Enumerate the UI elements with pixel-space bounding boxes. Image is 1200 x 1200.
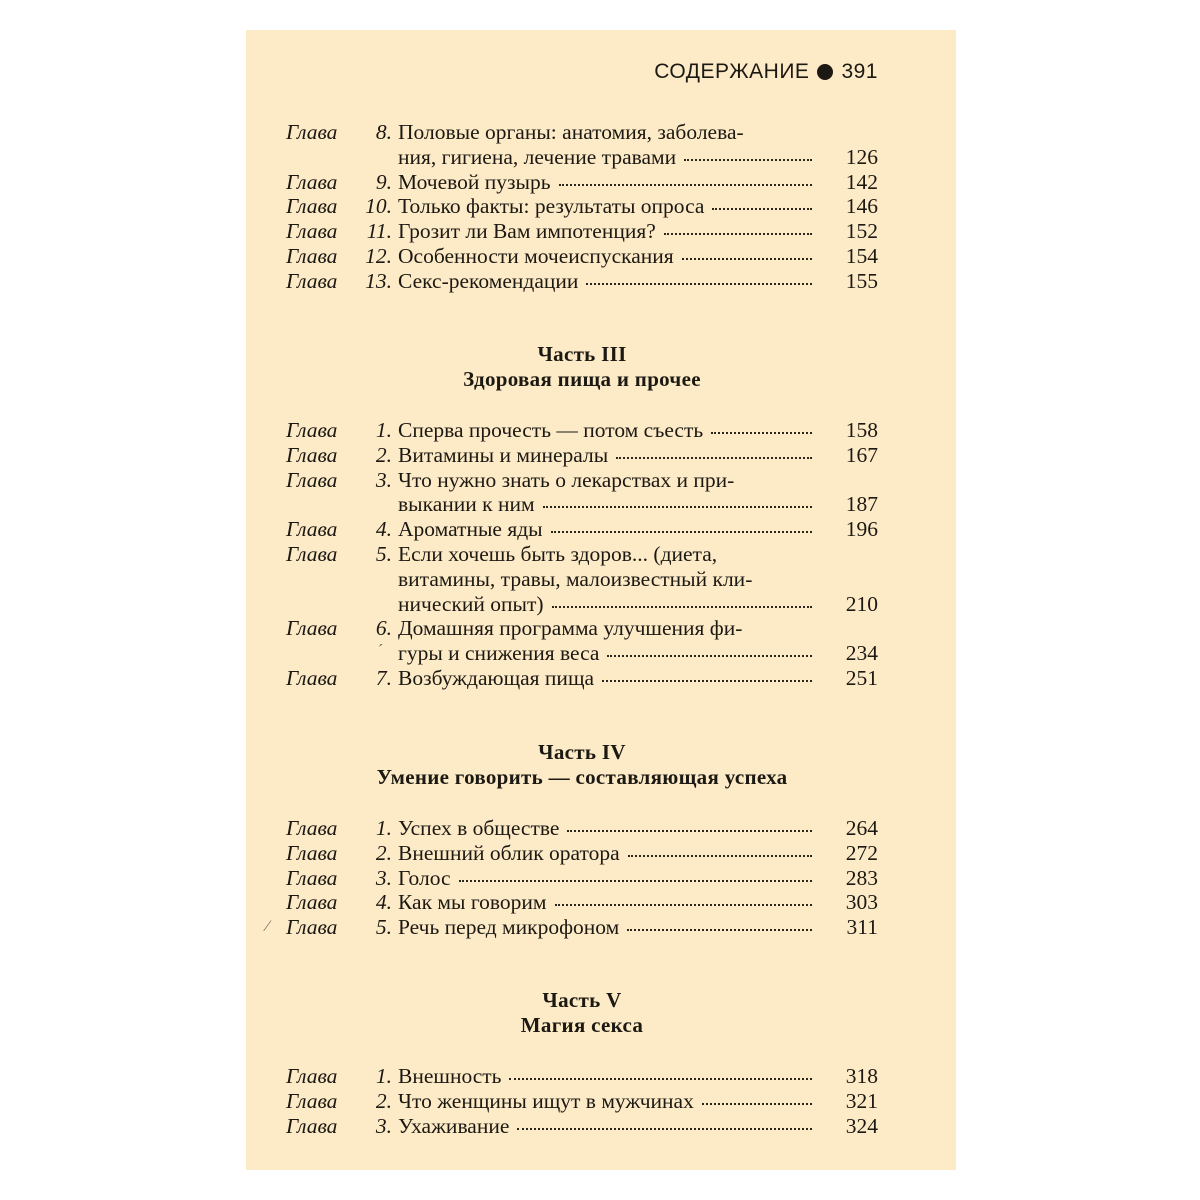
toc-entry[interactable] xyxy=(286,418,878,443)
pencil-mark-icon: ˊ xyxy=(378,642,384,659)
chapter-label: Глава xyxy=(286,517,338,542)
dot-leader xyxy=(517,1127,812,1130)
chapter-label: Глава xyxy=(286,418,338,442)
chapter-page: 283 xyxy=(845,865,878,890)
chapter-number: 6. xyxy=(375,616,392,641)
toc-block-part-4 xyxy=(286,816,878,940)
dot-leader xyxy=(459,879,812,882)
chapter-title-line: нический опыт) xyxy=(398,591,544,616)
dot-leader xyxy=(509,1077,812,1080)
chapter-label: Глава xyxy=(286,1113,338,1138)
toc-entry[interactable] xyxy=(286,890,878,915)
chapter-title-line: Возбуждающая пища xyxy=(398,665,595,690)
dot-leader xyxy=(567,829,812,832)
chapter-label: Глава xyxy=(286,840,338,865)
toc-entry[interactable] xyxy=(286,269,878,294)
chapter-number: 8. xyxy=(375,120,392,144)
toc-entry[interactable] xyxy=(286,194,878,219)
dot-leader xyxy=(712,207,812,210)
chapter-title-line: Внешний облик оратора xyxy=(398,840,620,865)
chapter-number: 2. xyxy=(375,442,392,467)
toc-entry[interactable] xyxy=(286,120,878,170)
toc-entry[interactable] xyxy=(286,666,878,691)
dot-leader xyxy=(684,158,812,161)
chapter-title-line: гуры и снижения веса xyxy=(398,641,600,666)
chapter-number: 11. xyxy=(366,219,392,244)
part-label: Часть III xyxy=(537,342,627,366)
part-title: Магия секса xyxy=(520,1013,644,1037)
chapter-label: Глава xyxy=(286,915,338,940)
chapter-number: 1. xyxy=(375,418,392,442)
toc-block-part-2 xyxy=(286,120,878,294)
chapter-label: Глава xyxy=(286,169,338,194)
chapter-title-line: выкании к ним xyxy=(398,492,535,517)
page-number: 391 xyxy=(841,60,878,83)
dot-leader xyxy=(552,605,812,608)
toc-entry[interactable] xyxy=(286,866,878,891)
part-title: Умение говорить — составляющая успеха xyxy=(376,765,788,789)
chapter-label: Глава xyxy=(286,243,338,268)
chapter-label: Глава xyxy=(286,1088,338,1113)
chapter-number: 9. xyxy=(375,169,392,194)
chapter-label: Глава xyxy=(286,219,338,244)
chapter-label: Глава xyxy=(286,467,338,492)
toc-entry[interactable] xyxy=(286,915,878,940)
chapter-title-line: Что женщины ищут в мужчинах xyxy=(398,1088,694,1113)
dot-leader xyxy=(559,183,812,186)
chapter-number: 1. xyxy=(375,1064,392,1088)
toc-entry[interactable] xyxy=(286,841,878,866)
chapter-title-line: Успех в обществе xyxy=(398,816,560,840)
toc-entry[interactable] xyxy=(286,443,878,468)
chapter-number: 3. xyxy=(375,1113,392,1138)
chapter-number: 4. xyxy=(375,517,392,542)
chapter-page: 210 xyxy=(845,591,878,616)
chapter-label: Глава xyxy=(286,120,338,144)
toc-entry[interactable] xyxy=(286,517,878,542)
dot-leader xyxy=(543,505,812,508)
chapter-title-line: Голос xyxy=(398,865,451,890)
chapter-title-line: витамины, травы, малоизвестный кли- xyxy=(398,566,753,591)
chapter-page: 251 xyxy=(845,665,878,690)
toc-entry[interactable] xyxy=(286,616,878,666)
toc-entry[interactable] xyxy=(286,1089,878,1114)
dot-leader xyxy=(682,257,812,260)
running-header xyxy=(654,60,878,84)
chapter-page: 142 xyxy=(845,169,878,194)
chapter-title-line: Особенности мочеиспускания xyxy=(398,243,674,268)
chapter-label: Глава xyxy=(286,194,338,219)
toc-entry[interactable] xyxy=(286,1064,878,1089)
toc-entry[interactable] xyxy=(286,170,878,195)
chapter-page: 154 xyxy=(845,243,878,268)
toc-entry[interactable] xyxy=(286,219,878,244)
chapter-number: 3. xyxy=(375,865,392,890)
chapter-page: 155 xyxy=(845,268,878,293)
chapter-label: Глава xyxy=(286,442,338,467)
part-label: Часть V xyxy=(542,988,622,1012)
chapter-title-line: Только факты: результаты опроса xyxy=(398,194,705,219)
chapter-title-line: Внешность xyxy=(398,1064,502,1088)
chapter-title-line: Домашняя программа улучшения фи- xyxy=(398,616,743,641)
toc-entry[interactable] xyxy=(286,816,878,841)
toc-block-part-5 xyxy=(286,1064,878,1138)
chapter-label: Глава xyxy=(286,890,338,915)
dot-leader xyxy=(586,282,812,285)
chapter-page: 158 xyxy=(845,418,878,442)
chapter-number: 5. xyxy=(375,915,392,940)
part-heading-5 xyxy=(286,988,878,1038)
chapter-number: 7. xyxy=(375,665,392,690)
dot-leader xyxy=(607,654,812,657)
chapter-page: 321 xyxy=(845,1088,878,1113)
chapter-label: Глава xyxy=(286,865,338,890)
toc-entry[interactable] xyxy=(286,468,878,518)
chapter-title-line: Ухаживание xyxy=(398,1113,510,1138)
chapter-page: 234 xyxy=(845,641,878,666)
chapter-page: 324 xyxy=(845,1113,878,1138)
chapter-title-line: Что нужно знать о лекарствах и при- xyxy=(398,467,735,492)
chapter-title-line: Витамины и минералы xyxy=(398,442,609,467)
part-heading-4 xyxy=(286,740,878,790)
chapter-label: Глава xyxy=(286,616,338,641)
chapter-number: 5. xyxy=(375,541,392,566)
chapter-label: Глава xyxy=(286,816,338,840)
chapter-page: 126 xyxy=(845,144,878,169)
chapter-title-line: Сперва прочесть — потом съесть xyxy=(398,418,704,442)
pencil-mark-icon: ∕ xyxy=(266,918,269,935)
chapter-title-line: Секс-рекомендации xyxy=(398,268,579,293)
chapter-title-line: Половые органы: анатомия, заболева- xyxy=(398,120,744,144)
toc-block-part-3 xyxy=(286,418,878,691)
chapter-page: 303 xyxy=(845,890,878,915)
part-label: Часть IV xyxy=(538,740,626,764)
dot-leader xyxy=(616,456,812,459)
chapter-title-line: Как мы говорим xyxy=(398,890,547,915)
chapter-title-line: Мочевой пузырь xyxy=(398,169,551,194)
toc-entry[interactable] xyxy=(286,1114,878,1139)
chapter-page: 152 xyxy=(845,219,878,244)
part-heading-3 xyxy=(286,342,878,392)
bullet-dot-icon xyxy=(817,64,833,80)
chapter-number: 1. xyxy=(375,816,392,840)
chapter-number: 13. xyxy=(365,268,392,293)
dot-leader xyxy=(702,1102,812,1105)
chapter-page: 167 xyxy=(845,442,878,467)
chapter-page: 264 xyxy=(845,816,878,840)
chapter-number: 4. xyxy=(375,890,392,915)
chapter-number: 10. xyxy=(365,194,392,219)
chapter-title-line: Речь перед микрофоном xyxy=(398,915,620,940)
chapter-label: Глава xyxy=(286,268,338,293)
chapter-number: 3. xyxy=(375,467,392,492)
dot-leader xyxy=(664,232,812,235)
dot-leader xyxy=(555,903,813,906)
chapter-title-line: ния, гигиена, лечение травами xyxy=(398,144,677,169)
chapter-label: Глава xyxy=(286,1064,338,1088)
running-header-title: СОДЕРЖАНИЕ xyxy=(654,60,810,83)
chapter-page: 196 xyxy=(845,517,878,542)
part-title: Здоровая пища и прочее xyxy=(463,367,701,391)
chapter-title-line: Если хочешь быть здоров... (диета, xyxy=(398,541,718,566)
chapter-title-line: Ароматные яды xyxy=(398,517,543,542)
book-page xyxy=(246,30,956,1170)
dot-leader xyxy=(627,928,812,931)
chapter-page: 311 xyxy=(846,915,878,940)
chapter-page: 187 xyxy=(845,492,878,517)
chapter-number: 2. xyxy=(375,840,392,865)
chapter-title-line: Грозит ли Вам импотенция? xyxy=(398,219,656,244)
dot-leader xyxy=(551,530,812,533)
toc-entry[interactable] xyxy=(286,542,878,616)
chapter-label: Глава xyxy=(286,665,338,690)
chapter-label: Глава xyxy=(286,541,338,566)
chapter-page: 146 xyxy=(845,194,878,219)
dot-leader xyxy=(628,854,812,857)
dot-leader xyxy=(711,431,812,434)
chapter-number: 12. xyxy=(365,243,392,268)
chapter-number: 2. xyxy=(375,1088,392,1113)
chapter-page: 272 xyxy=(845,840,878,865)
dot-leader xyxy=(602,679,812,682)
toc-entry[interactable] xyxy=(286,244,878,269)
chapter-page: 318 xyxy=(845,1064,878,1088)
